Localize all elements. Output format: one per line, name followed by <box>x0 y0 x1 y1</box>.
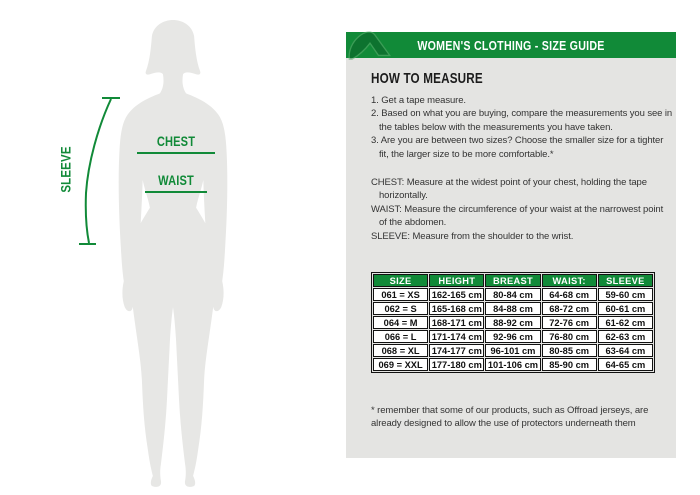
table-cell: 162-165 cm <box>429 288 484 301</box>
table-row <box>373 344 653 357</box>
measure-steps-list <box>371 94 673 161</box>
column-header: HEIGHT <box>429 274 484 287</box>
table-cell: 96-101 cm <box>485 344 540 357</box>
list-item: WAIST: Measure the circumference of your waist at the narrowest point of the abdomen. <box>371 203 664 229</box>
table-cell: 59-60 cm <box>598 288 653 301</box>
table-row <box>373 358 653 371</box>
how-to-measure-title: HOW TO MEASURE <box>371 70 483 87</box>
table-cell: 174-177 cm <box>429 344 484 357</box>
table-cell: 85-90 cm <box>542 358 597 371</box>
sleeve-measure-line <box>74 93 126 251</box>
table-cell: 64-68 cm <box>542 288 597 301</box>
column-header: SLEEVE <box>598 274 653 287</box>
size-guide-panel <box>346 32 676 458</box>
size-table <box>371 272 655 373</box>
table-row <box>373 316 653 329</box>
table-cell: 64-65 cm <box>598 358 653 371</box>
measure-definitions-list <box>371 176 673 243</box>
list-item: 3. Are you are between two sizes? Choose the smaller size for a tighter fit, the larger size to be more comfortable.* <box>371 135 664 160</box>
table-cell: 064 = M <box>373 316 428 329</box>
list-item: 1. Get a tape measure. <box>371 95 466 106</box>
table-row <box>373 302 653 315</box>
table-cell: 84-88 cm <box>485 302 540 315</box>
table-cell: 72-76 cm <box>542 316 597 329</box>
table-cell: 069 = XXL <box>373 358 428 371</box>
column-header: WAIST: <box>542 274 597 287</box>
column-header: SIZE <box>373 274 428 287</box>
list-item: 2. Based on what you are buying, compare the measurements you see in the tables below with the measurements you have taken. <box>371 108 673 133</box>
list-item: CHEST: Measure at the widest point of your chest, holding the tape horizontally. <box>371 177 647 202</box>
table-row <box>373 330 653 343</box>
chest-measure-line <box>137 152 215 154</box>
table-cell: 80-84 cm <box>485 288 540 301</box>
table-cell: 101-106 cm <box>485 358 540 371</box>
list-item: SLEEVE: Measure from the shoulder to the wrist. <box>371 230 574 242</box>
sleeve-label: SLEEVE <box>58 146 74 193</box>
panel-title: WOMEN'S CLOTHING - SIZE GUIDE <box>417 38 605 53</box>
table-cell: 63-64 cm <box>598 344 653 357</box>
table-cell: 061 = XS <box>373 288 428 301</box>
table-cell: 177-180 cm <box>429 358 484 371</box>
table-cell: 80-85 cm <box>542 344 597 357</box>
table-cell: 60-61 cm <box>598 302 653 315</box>
column-header: BREAST <box>485 274 540 287</box>
panel-header-bar <box>346 32 676 58</box>
table-cell: 168-171 cm <box>429 316 484 329</box>
table-cell: 171-174 cm <box>429 330 484 343</box>
table-header-row <box>373 274 653 287</box>
table-cell: 76-80 cm <box>542 330 597 343</box>
table-cell: 066 = L <box>373 330 428 343</box>
table-cell: 165-168 cm <box>429 302 484 315</box>
chest-label: CHEST <box>156 134 196 149</box>
table-cell: 92-96 cm <box>485 330 540 343</box>
table-cell: 88-92 cm <box>485 316 540 329</box>
panel-content <box>371 58 673 431</box>
female-silhouette-image <box>101 17 245 491</box>
waist-measure-line <box>145 191 207 193</box>
table-cell: 068 = XL <box>373 344 428 357</box>
footnote-text: * remember that some of our products, such as Offroad jerseys, are already designed to allow the use of protectors underneath them <box>371 405 649 430</box>
table-cell: 68-72 cm <box>542 302 597 315</box>
table-row <box>373 288 653 301</box>
table-cell: 062 = S <box>373 302 428 315</box>
table-cell: 61-62 cm <box>598 316 653 329</box>
waist-label: WAIST <box>158 173 194 188</box>
table-cell: 62-63 cm <box>598 330 653 343</box>
